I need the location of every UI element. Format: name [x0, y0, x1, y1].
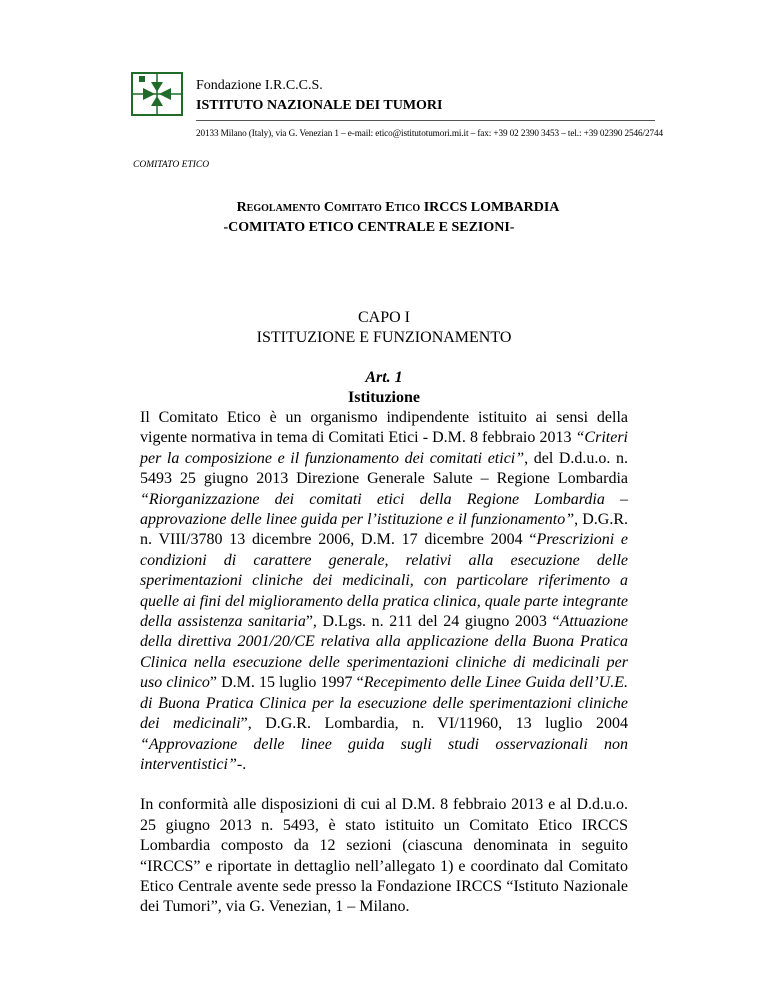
paragraph-1-segment: ”, D.G.R. Lombardia, n. VI/11960, 13 luglio 2004	[240, 715, 628, 733]
paragraph-1-segment: -.	[236, 755, 247, 773]
chapter-number: CAPO I	[357, 309, 410, 326]
paragraph-1-segment: “Criteri per la composizione e il funzionamento dei comitati etici”	[140, 429, 628, 467]
org-line-1: Fondazione I.R.C.C.S.	[196, 78, 323, 93]
paragraph-1-segment: Recepimento delle Linee Guida dell’U.E. di Buona Pratica Clinica per la esecuzione delle sperimentazioni cliniche dei medicinali	[140, 674, 628, 733]
paragraph-1-segment: , del D.d.u.o. n. 5493 25 giugno 2013 Direzione Generale Salute – Regione Lombardia	[140, 449, 628, 488]
paragraph-1-segment: Prescrizioni e condizioni di carattere generale, relativi alla esecuzione delle sperimentazioni cliniche dei medicinali, con particolare riferimento a quelle ai fini del miglioramento della pratica clinica, quale parte integrante della assistenza sanitaria	[140, 531, 629, 631]
paragraph-1-segment: ” D.M. 15 luglio 1997 “	[209, 674, 364, 692]
institute-logo	[131, 72, 183, 116]
header-divider	[196, 120, 655, 121]
article-body	[140, 408, 628, 918]
article-heading	[0, 368, 768, 408]
paragraph-1-segment: Attuazione della direttiva 2001/20/CE relativa alla applicazione della Buona Pratica Clinica nella esecuzione delle sperimentazioni cliniche di medicinali per uso clinico	[140, 613, 628, 692]
committee-label: COMITATO ETICO	[133, 160, 210, 170]
title-line-2: -COMITATO ETICO CENTRALE E SEZIONI-	[223, 220, 515, 235]
paragraph-1-segment: ”, D.Lgs. n. 211 del 24 giugno 2003 “	[305, 613, 560, 631]
paragraph-2: In conformità alle disposizioni di cui al D.M. 8 febbraio 2013 e al D.d.u.o. 25 giugno 2013 n. 5493, è stato istituito un Comitato Etico IRCCS Lombardia composto da 12 sezioni (ciascuna denominata in seguito “IRCCS” e riportate in dettaglio nell’allegato 1) e coordinato dal Comitato Etico Centrale avente sede presso la Fondazione IRCCS “Istituto Nazionale dei Tumori”, via G. Venezian, 1 – Milano.	[140, 796, 628, 916]
article-title: Istituzione	[348, 389, 420, 406]
chapter-heading	[0, 308, 768, 348]
paragraph-1-segment: , D.G.R. n. VIII/3780 13 dicembre 2006, D.M. 17 dicembre 2004 “	[140, 511, 628, 549]
paragraph-1-segment: “Approvazione delle linee guida sugli studi osservazionali non interventistici”	[140, 735, 628, 773]
title-line-1	[0, 198, 768, 218]
org-line-2: ISTITUTO NAZIONALE DEI TUMORI	[196, 98, 443, 113]
chapter-name: ISTITUZIONE E FUNZIONAMENTO	[256, 329, 512, 346]
title-line-1-a: Regolamento Comitato Etico	[236, 200, 421, 215]
title-line-1-b: IRCCS LOMBARDIA	[423, 200, 560, 215]
regulation-title	[0, 198, 768, 238]
article-number: Art. 1	[365, 369, 403, 386]
contact-address: 20133 Milano (Italy), via G. Venezian 1 – e-mail: etico@istitutotumori.mi.it – fax: +39 02 2390 3453 – tel.: +39 02390 2546/2744	[196, 128, 663, 138]
paragraph-1	[140, 408, 628, 775]
organization-name	[196, 76, 443, 116]
paragraph-1-segment: “Riorganizzazione dei comitati etici della Regione Lombardia – approvazione delle linee guida per l’istituzione e il funzionamento”	[140, 490, 628, 529]
paragraph-1-segment: Il Comitato Etico è un organismo indipendente istituito ai sensi della vigente normativa in tema di Comitati Etici - D.M. 8 febbraio 2013	[140, 409, 628, 447]
